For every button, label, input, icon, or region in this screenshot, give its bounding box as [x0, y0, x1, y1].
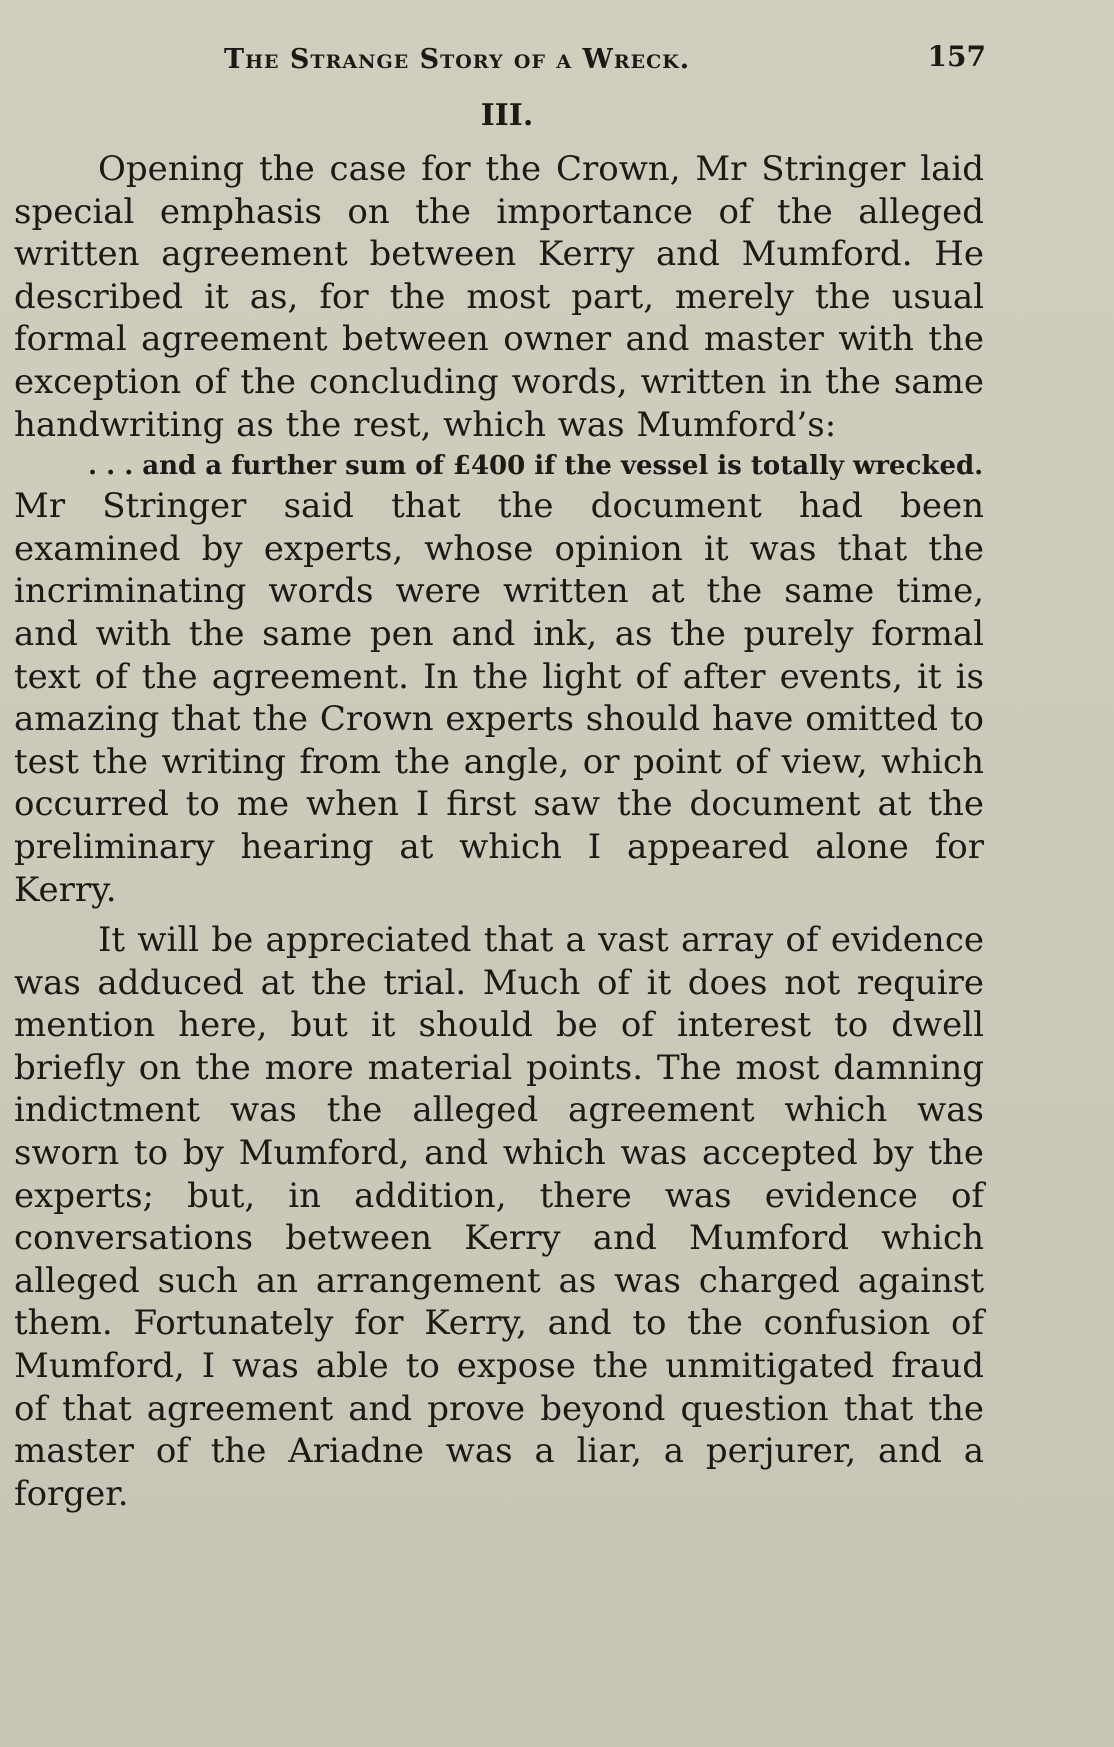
section-heading: III.	[480, 98, 534, 133]
body-text	[14, 148, 984, 1515]
page-number: 157	[927, 40, 986, 73]
paragraph-evidence: It will be appreciated that a vast array of evidence was adduced at the trial. Much of it does not require mention here, but it should be of interest to dwell briefly on the more material points. The most damning indictment was the alleged agreement which was sworn to by Mumford, and which was accepted by the experts; but, in addition, there was evidence of conversations between Kerry and Mumford which alleged such an arrangement as was charged against them. Fortunately for Kerry, and to the confusion of Mumford, I was able to expose the unmitigated fraud of that agreement and prove beyond question that the master of the Ariadne was a liar, a perjurer, and a forger.	[14, 920, 984, 1514]
block-quote: . . . and a further sum of £400 if the vessel is totally wrecked.	[88, 451, 984, 482]
running-title: The Strange Story of a Wreck.	[224, 44, 691, 75]
paragraph-opening: Opening the case for the Crown, Mr Stringer laid special emphasis on the importance of the alleged written agreement between Kerry and Mumford. He described it as, for the most part, merely the usual formal agreement between owner and master with the exception of the concluding words, written in the same handwriting as the rest, which was Mumford’s:	[14, 149, 984, 445]
paragraph-experts: Mr Stringer said that the document had been examined by experts, whose opinion it was that the incriminating words were written at the same time, and with the same pen and ink, as the purely formal text of the agreement. In the light of after events, it is amazing that the Crown experts should have omitted to test the writing from the angle, or point of view, which occurred to me when I first saw the document at the preliminary hearing at which I appeared alone for Kerry.	[14, 486, 984, 910]
page-header	[224, 38, 986, 78]
